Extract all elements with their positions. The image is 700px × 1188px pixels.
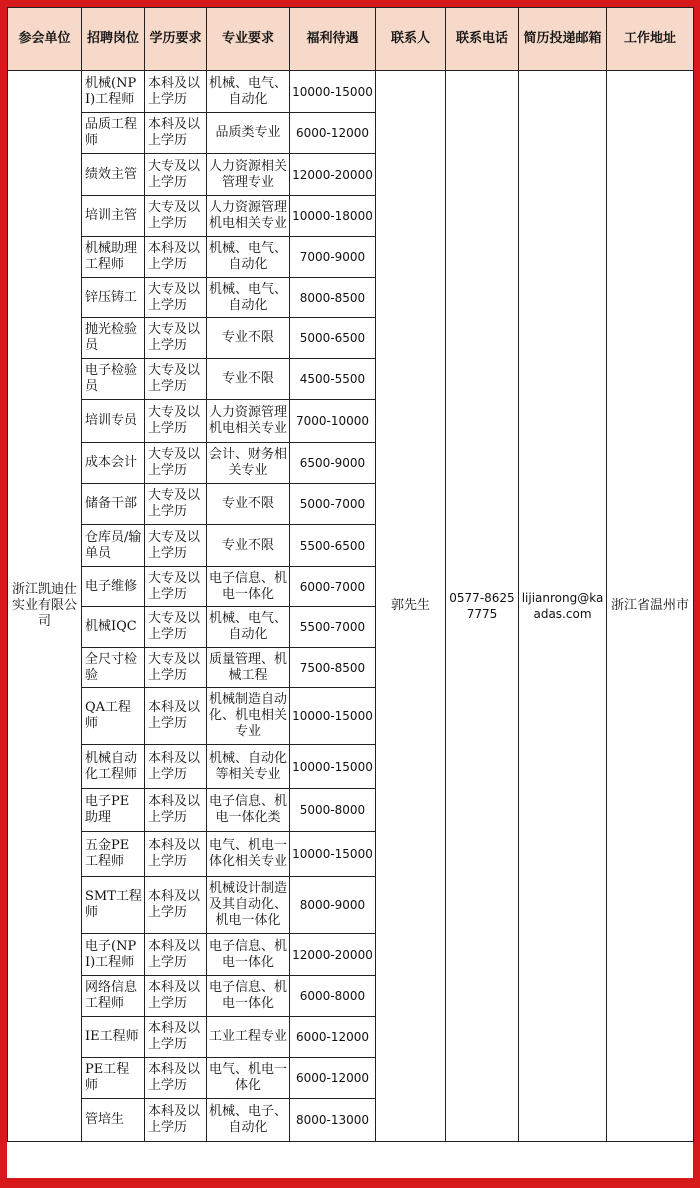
header-education: 学历要求 — [145, 8, 207, 71]
major-cell: 电气、机电一体化相关专业 — [207, 832, 290, 877]
education-cell: 本科及以上学历 — [145, 877, 207, 934]
salary-cell: 8000-8500 — [290, 278, 376, 318]
salary-cell: 5500-7000 — [290, 607, 376, 648]
major-cell: 人力资源相关管理专业 — [207, 154, 290, 196]
salary-cell: 10000-18000 — [290, 196, 376, 237]
education-cell: 大专及以上学历 — [145, 525, 207, 567]
position-cell: PE工程师 — [82, 1058, 145, 1099]
education-cell: 大专及以上学历 — [145, 484, 207, 525]
education-cell: 大专及以上学历 — [145, 400, 207, 443]
education-cell: 大专及以上学历 — [145, 648, 207, 688]
major-cell: 人力资源管理机电相关专业 — [207, 400, 290, 443]
salary-cell: 7000-10000 — [290, 400, 376, 443]
major-cell: 专业不限 — [207, 318, 290, 359]
salary-cell: 12000-20000 — [290, 154, 376, 196]
salary-cell: 6000-7000 — [290, 567, 376, 607]
position-cell: 五金PE工程师 — [82, 832, 145, 877]
major-cell: 专业不限 — [207, 525, 290, 567]
major-cell: 机械、电气、自动化 — [207, 607, 290, 648]
education-cell: 大专及以上学历 — [145, 359, 207, 400]
salary-cell: 10000-15000 — [290, 832, 376, 877]
major-cell: 电子信息、机电一体化类 — [207, 789, 290, 832]
position-cell: 仓库员/输单员 — [82, 525, 145, 567]
salary-cell: 12000-20000 — [290, 934, 376, 976]
major-cell: 机械、电气、自动化 — [207, 278, 290, 318]
major-cell: 会计、财务相关专业 — [207, 443, 290, 484]
salary-cell: 6000-12000 — [290, 1017, 376, 1058]
position-cell: 机械IQC — [82, 607, 145, 648]
salary-cell: 6500-9000 — [290, 443, 376, 484]
major-cell: 专业不限 — [207, 359, 290, 400]
education-cell: 本科及以上学历 — [145, 71, 207, 113]
education-cell: 本科及以上学历 — [145, 688, 207, 745]
major-cell: 机械、电子、自动化 — [207, 1099, 290, 1142]
salary-cell: 8000-9000 — [290, 877, 376, 934]
education-cell: 大专及以上学历 — [145, 154, 207, 196]
table-body — [8, 71, 694, 1142]
major-cell: 工业工程专业 — [207, 1017, 290, 1058]
major-cell: 电子信息、机电一体化 — [207, 934, 290, 976]
major-cell: 机械制造自动化、机电相关专业 — [207, 688, 290, 745]
salary-cell: 10000-15000 — [290, 71, 376, 113]
salary-cell: 5000-8000 — [290, 789, 376, 832]
table-row — [8, 71, 694, 113]
header-address: 工作地址 — [607, 8, 694, 71]
salary-cell: 10000-15000 — [290, 688, 376, 745]
education-cell: 本科及以上学历 — [145, 789, 207, 832]
major-cell: 电气、机电一体化 — [207, 1058, 290, 1099]
position-cell: 管培生 — [82, 1099, 145, 1142]
header-salary: 福利待遇 — [290, 8, 376, 71]
position-cell: 培训专员 — [82, 400, 145, 443]
salary-cell: 6000-12000 — [290, 1058, 376, 1099]
header-company: 参会单位 — [8, 8, 82, 71]
header-phone: 联系电话 — [446, 8, 519, 71]
major-cell: 机械、电气、自动化 — [207, 71, 290, 113]
major-cell: 人力资源管理机电相关专业 — [207, 196, 290, 237]
position-cell: 储备干部 — [82, 484, 145, 525]
header-row — [8, 8, 694, 71]
education-cell: 本科及以上学历 — [145, 237, 207, 278]
salary-cell: 7500-8500 — [290, 648, 376, 688]
major-cell: 机械设计制造及其自动化、机电一体化 — [207, 877, 290, 934]
education-cell: 本科及以上学历 — [145, 1058, 207, 1099]
position-cell: 机械助理工程师 — [82, 237, 145, 278]
salary-cell: 10000-15000 — [290, 745, 376, 789]
position-cell: 机械自动化工程师 — [82, 745, 145, 789]
education-cell: 大专及以上学历 — [145, 278, 207, 318]
phone-cell: 0577-86257775 — [446, 71, 519, 1142]
position-cell: SMT工程师 — [82, 877, 145, 934]
major-cell: 专业不限 — [207, 484, 290, 525]
salary-cell: 7000-9000 — [290, 237, 376, 278]
email-cell[interactable]: lijianrong@kaadas.com — [519, 71, 607, 1142]
major-cell: 机械、电气、自动化 — [207, 237, 290, 278]
position-cell: 成本会计 — [82, 443, 145, 484]
position-cell: 全尺寸检验 — [82, 648, 145, 688]
position-cell: 绩效主管 — [82, 154, 145, 196]
contact-cell: 郭先生 — [376, 71, 446, 1142]
position-cell: 电子检验员 — [82, 359, 145, 400]
header-contact: 联系人 — [376, 8, 446, 71]
recruitment-table — [7, 7, 694, 1142]
position-cell: 品质工程师 — [82, 113, 145, 154]
education-cell: 大专及以上学历 — [145, 443, 207, 484]
position-cell: 抛光检验员 — [82, 318, 145, 359]
education-cell: 本科及以上学历 — [145, 745, 207, 789]
salary-cell: 5000-6500 — [290, 318, 376, 359]
position-cell: 培训主管 — [82, 196, 145, 237]
education-cell: 大专及以上学历 — [145, 607, 207, 648]
position-cell: 机械(NPI)工程师 — [82, 71, 145, 113]
salary-cell: 6000-12000 — [290, 113, 376, 154]
position-cell: 电子(NPI)工程师 — [82, 934, 145, 976]
education-cell: 本科及以上学历 — [145, 976, 207, 1017]
position-cell: 电子PE助理 — [82, 789, 145, 832]
major-cell: 品质类专业 — [207, 113, 290, 154]
header-position: 招聘岗位 — [82, 8, 145, 71]
salary-cell: 6000-8000 — [290, 976, 376, 1017]
position-cell: 电子维修 — [82, 567, 145, 607]
education-cell: 本科及以上学历 — [145, 113, 207, 154]
position-cell: 锌压铸工 — [82, 278, 145, 318]
header-email: 简历投递邮箱 — [519, 8, 607, 71]
company-cell: 浙江凯迪仕实业有限公司 — [8, 71, 82, 1142]
education-cell: 大专及以上学历 — [145, 567, 207, 607]
major-cell: 电子信息、机电一体化 — [207, 976, 290, 1017]
education-cell: 本科及以上学历 — [145, 934, 207, 976]
address-cell: 浙江省温州市 — [607, 71, 694, 1142]
major-cell: 机械、自动化等相关专业 — [207, 745, 290, 789]
position-cell: QA工程师 — [82, 688, 145, 745]
position-cell: IE工程师 — [82, 1017, 145, 1058]
education-cell: 本科及以上学历 — [145, 1017, 207, 1058]
salary-cell: 5000-7000 — [290, 484, 376, 525]
salary-cell: 4500-5500 — [290, 359, 376, 400]
salary-cell: 5500-6500 — [290, 525, 376, 567]
position-cell: 网络信息工程师 — [82, 976, 145, 1017]
salary-cell: 8000-13000 — [290, 1099, 376, 1142]
education-cell: 大专及以上学历 — [145, 318, 207, 359]
major-cell: 质量管理、机械工程 — [207, 648, 290, 688]
major-cell: 电子信息、机电一体化 — [207, 567, 290, 607]
education-cell: 本科及以上学历 — [145, 1099, 207, 1142]
education-cell: 大专及以上学历 — [145, 196, 207, 237]
header-major: 专业要求 — [207, 8, 290, 71]
education-cell: 本科及以上学历 — [145, 832, 207, 877]
